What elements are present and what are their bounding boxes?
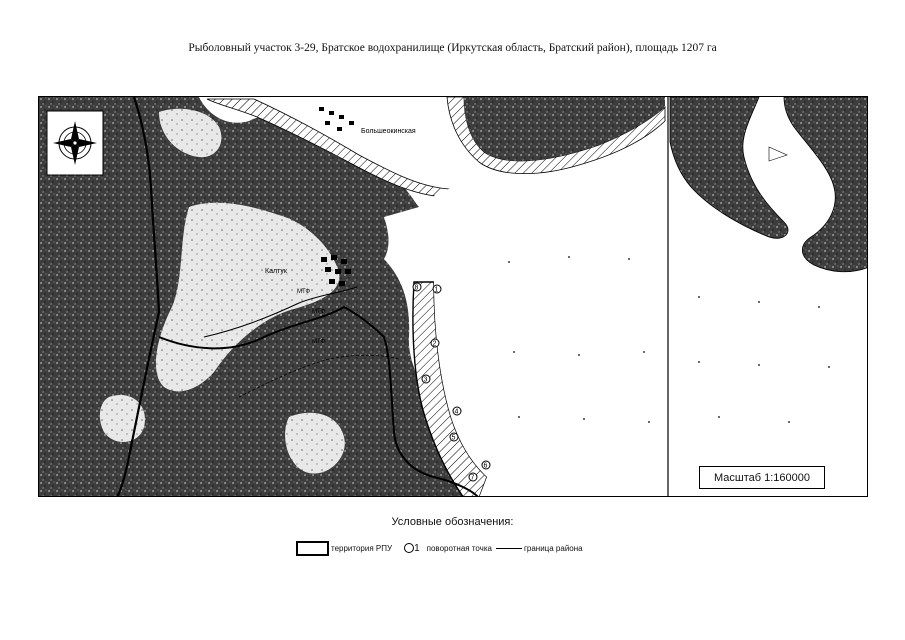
legend-boundary-line-icon [496,548,522,549]
turning-point-label: 4 [454,408,459,416]
label-mto-1: МТФ [297,289,311,295]
water-marks [698,296,830,423]
terrain-light-area [100,395,145,442]
turning-point-label: 5 [451,434,456,442]
label-settlement-center: Калтук [265,268,287,275]
turning-point-6[interactable] [482,461,490,470]
legend-point-label: поворотная точка [426,543,492,553]
legend-point-circle-icon [404,543,414,553]
turning-point-label: 8 [414,284,419,292]
turning-point-1[interactable] [433,285,441,294]
turning-point-label: 1 [434,286,439,294]
terrain-dark-area [784,97,868,272]
map-scale: Масштаб 1:160000 [699,466,825,489]
turning-point-label: 6 [483,462,488,470]
turning-point-4[interactable] [453,407,461,416]
white-arrow-marker [769,147,787,161]
map-frame[interactable] [38,96,868,497]
legend-rpu-swatch [296,541,329,556]
turning-point-2[interactable] [431,339,439,348]
label-mto-2: МТФ [312,309,326,315]
legend-rpu-label: территория РПУ [331,543,393,553]
label-settlement-north: Большеокинская [361,128,416,135]
turning-point-label: 3 [423,376,428,384]
turning-point-8[interactable] [413,283,421,292]
inset-map-panel [670,97,868,423]
legend-title: Условные обозначения: [391,516,514,528]
turning-point-label: 7 [470,474,475,482]
legend-boundary-label: граница района [523,543,583,553]
turning-point-label: 2 [432,340,437,348]
turning-point-3[interactable] [422,375,430,384]
turning-point-7[interactable] [469,473,477,482]
terrain-dark-area [670,97,788,238]
legend [296,539,583,557]
compass-rose [47,111,103,175]
document-title: Рыболовный участок 3-29, Братское водохранилище (Иркутская область, Братский район), площадь 1207 га [188,42,717,54]
legend-point-number: 1 [414,542,420,554]
turning-point-5[interactable] [450,433,458,442]
label-mto-3: МТФ [312,339,326,345]
